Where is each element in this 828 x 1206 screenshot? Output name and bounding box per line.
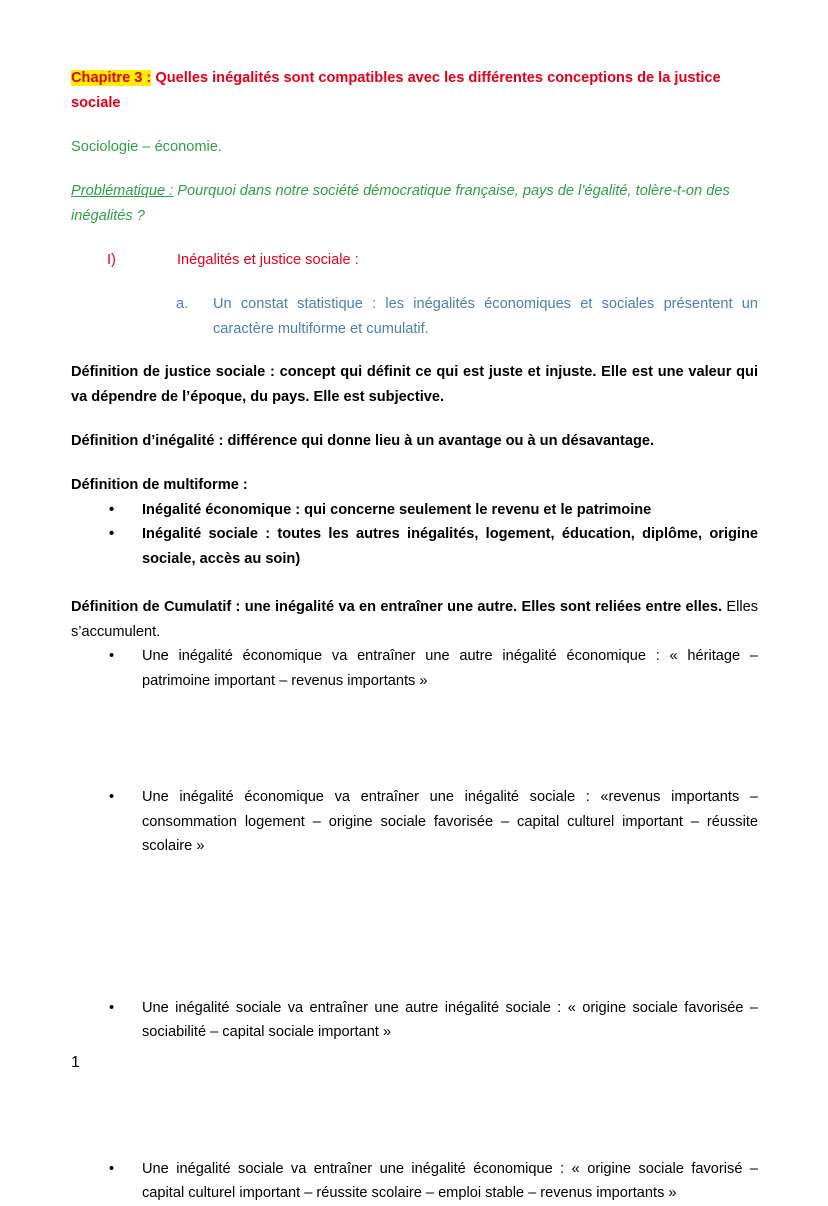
list-item-text: Une inégalité économique va entraîner une autre inégalité économique : « héritage – patrimoine important – revenus importants » bbox=[142, 648, 758, 689]
subsection-title: Un constat statistique : les inégalités économiques et sociales présentent un caractère multiforme et cumulatif. bbox=[213, 296, 758, 337]
problematique-label: Problématique : bbox=[71, 183, 174, 199]
list-item bbox=[71, 996, 758, 1045]
page-number: 1 bbox=[71, 1054, 80, 1071]
bullet-icon: • bbox=[109, 1160, 115, 1177]
definition-multiforme bbox=[71, 473, 758, 571]
subsection-letter: a. bbox=[176, 296, 189, 312]
bullet-icon: • bbox=[109, 789, 115, 805]
list-item bbox=[71, 1157, 758, 1206]
section-number: I) bbox=[107, 252, 116, 268]
list-item bbox=[71, 498, 758, 523]
list-item-text: Inégalité économique : qui concerne seulement le revenu et le patrimoine bbox=[142, 501, 652, 518]
cumulatif-bold: Définition de Cumulatif : une inégalité va en entraîner une autre. Elles sont reliées entre elles. bbox=[71, 599, 723, 615]
chapter-heading bbox=[71, 66, 758, 115]
list-item-text: Inégalité sociale : toutes les autres inégalités, logement, éducation, diplôme, origine sociale, accès au soin) bbox=[142, 526, 758, 567]
list-item bbox=[71, 522, 758, 571]
multiforme-heading: Définition de multiforme : bbox=[71, 477, 248, 493]
problematique-text: Pourquoi dans notre société démocratique française, pays de l’égalité, tolère-t-on des inégalités ? bbox=[71, 183, 730, 224]
bullet-icon: • bbox=[109, 999, 115, 1016]
subject-line: Sociologie – économie. bbox=[71, 139, 222, 155]
bullet-icon: • bbox=[109, 501, 115, 518]
document-page bbox=[71, 66, 758, 1201]
chapter-label: Chapitre 3 : bbox=[71, 70, 152, 86]
definition-justice-sociale: Définition de justice sociale : concept qui définit ce qui est juste et injuste. Elle est une valeur qui va dépendre de l’époque, du pays. Elle est subjective. bbox=[71, 364, 758, 405]
bullet-icon: • bbox=[109, 526, 115, 542]
bullet-icon: • bbox=[109, 648, 115, 664]
chapter-title: Quelles inégalités sont compatibles avec les différentes conceptions de la justice sociale bbox=[71, 70, 721, 111]
definition-cumulatif bbox=[71, 595, 758, 644]
section-title: Inégalités et justice sociale : bbox=[177, 252, 359, 268]
list-item-text: Une inégalité sociale va entraîner une autre inégalité sociale : « origine sociale favorisée – sociabilité – capital sociale important » bbox=[142, 999, 758, 1040]
list-item-text: Une inégalité économique va entraîner une inégalité sociale : «revenus importants – consommation logement – origine sociale favorisée – capital culturel important – réussite scolaire » bbox=[142, 789, 758, 854]
problematique bbox=[71, 179, 758, 228]
list-item bbox=[71, 644, 758, 693]
list-item-text: Une inégalité sociale va entraîner une inégalité économique : « origine sociale favorisé – capital culturel important – réussite scolaire – emploi stable – revenus importants » bbox=[142, 1160, 758, 1201]
list-item bbox=[71, 785, 758, 859]
cumulatif-normal: Elles s’accumulent. bbox=[71, 599, 758, 640]
definition-inegalite: Définition d’inégalité : différence qui donne lieu à un avantage ou à un désavantage. bbox=[71, 433, 655, 449]
